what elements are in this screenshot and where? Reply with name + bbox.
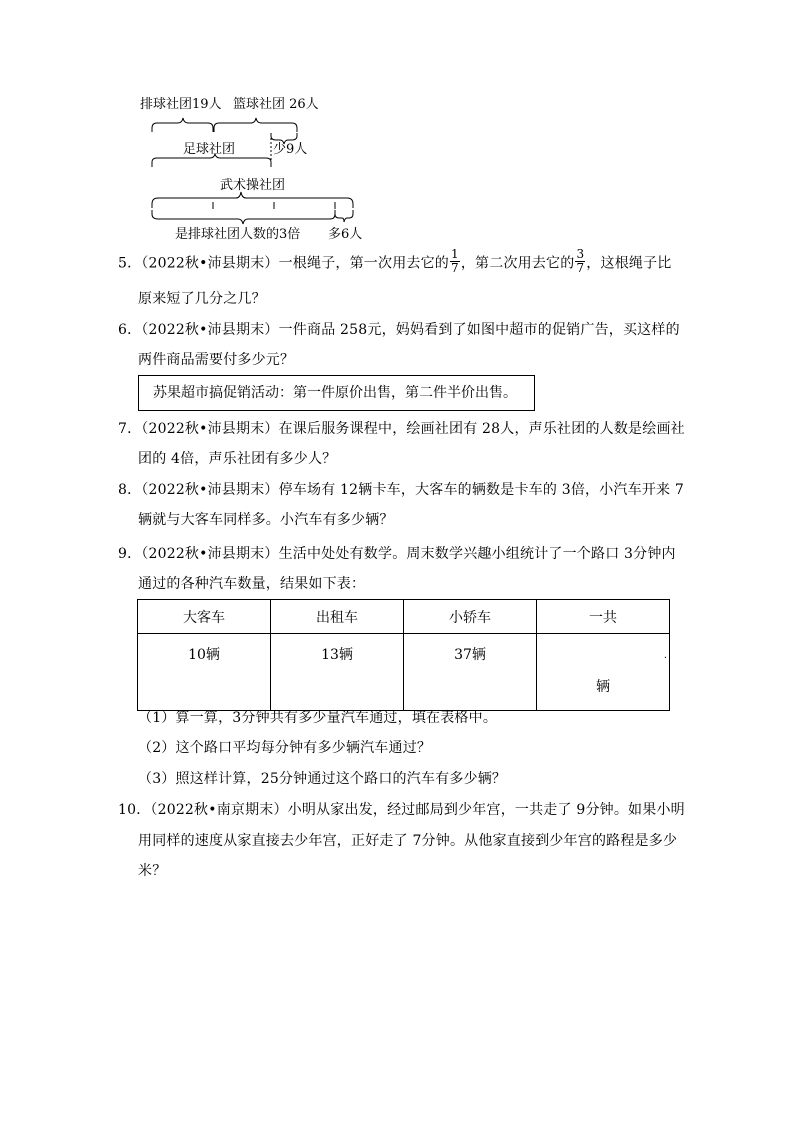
label-more-6: 多6人 <box>328 227 363 242</box>
question-9-sub-2: （2）这个路口平均每分钟有多少辆汽车通过？ <box>138 740 432 756</box>
question-10-line-1: 10．（2022秋•南京期末）小明从家出发，经过邮局到少年宫，一共走了 9分钟。如果小明 <box>118 802 685 818</box>
question-10-line-2: 用同样的速度从家直接去少年宫，正好走了 7分钟。从他家直接到少年宫的路程是多少 <box>138 833 678 849</box>
vehicle-count-table <box>137 599 670 711</box>
cell-taxi: 13辆 <box>271 634 404 711</box>
label-times-3: 是排球社团人数的3倍 <box>175 227 301 242</box>
header-bus: 大客车 <box>138 600 271 634</box>
header-total: 一共 <box>537 600 670 634</box>
question-6-line-2: 两件商品需要付多少元？ <box>138 352 295 368</box>
fraction-three-sevenths: $\frac{3}{7}$ <box>576 247 585 275</box>
question-8-line-2: 辆就与大客车同样多。小汽车有多少辆？ <box>138 512 394 528</box>
question-9-line-2: 通过的各种汽车数量，结果如下表： <box>138 576 366 592</box>
question-9-line-1: 9．（2022秋•沛县期末）生活中处处有数学。周末数学兴趣小组统计了一个路口 3分钟内 <box>118 546 676 562</box>
cell-bus: 10辆 <box>138 634 271 711</box>
total-unit: 辆 <box>596 679 610 695</box>
question-5-line-1: 5．（2022秋•沛县期末）一根绳子，第一次用去它的 $\frac{1}{7}$ ，第二次用去它的 $\frac{3}{7}$ ，这根绳子比 <box>118 247 672 275</box>
segment-diagram <box>130 90 370 245</box>
question-7-line-2: 团的 4倍，声乐社团有多少人？ <box>138 451 337 467</box>
question-9-sub-1: （1）算一算，3分钟共有多少量汽车通过，填在表格中。 <box>138 710 498 726</box>
label-less-9: 少9人 <box>273 142 308 157</box>
question-8-line-1: 8．（2022秋•沛县期末）停车场有 12辆卡车，大客车的辆数是卡车的 3倍，小汽车开来 7 <box>118 482 684 498</box>
label-wushu: 武术操社团 <box>220 178 286 193</box>
table-row <box>138 634 670 711</box>
promo-box <box>138 375 535 411</box>
label-volleyball: 排球社团19人 <box>140 97 222 112</box>
fraction-one-seventh: $\frac{1}{7}$ <box>451 247 459 275</box>
header-car: 小轿车 <box>404 600 537 634</box>
label-basketball: 篮球社团 26人 <box>233 97 319 112</box>
table-header-row <box>138 600 670 634</box>
header-taxi: 出租车 <box>271 600 404 634</box>
cell-total[interactable]: . 辆 <box>537 634 670 711</box>
question-10-line-3: 米？ <box>138 863 167 879</box>
label-football: 足球社团 <box>183 142 236 157</box>
promo-text: 苏果超市搞促销活动：第一件原价出售，第二件半价出售。 <box>153 385 517 401</box>
question-6-line-1: 6．（2022秋•沛县期末）一件商品 258元，妈妈看到了如图中超市的促销广告，买这样的 <box>118 322 680 338</box>
question-9-sub-3: （3）照这样计算，25分钟通过这个路口的汽车有多少辆？ <box>138 771 507 787</box>
question-5-line-2: 原来短了几分之几？ <box>138 291 266 307</box>
question-7-line-1: 7．（2022秋•沛县期末）在课后服务课程中，绘画社团有 28人，声乐社团的人数是绘画社 <box>118 421 685 437</box>
cell-car: 37辆 <box>404 634 537 711</box>
